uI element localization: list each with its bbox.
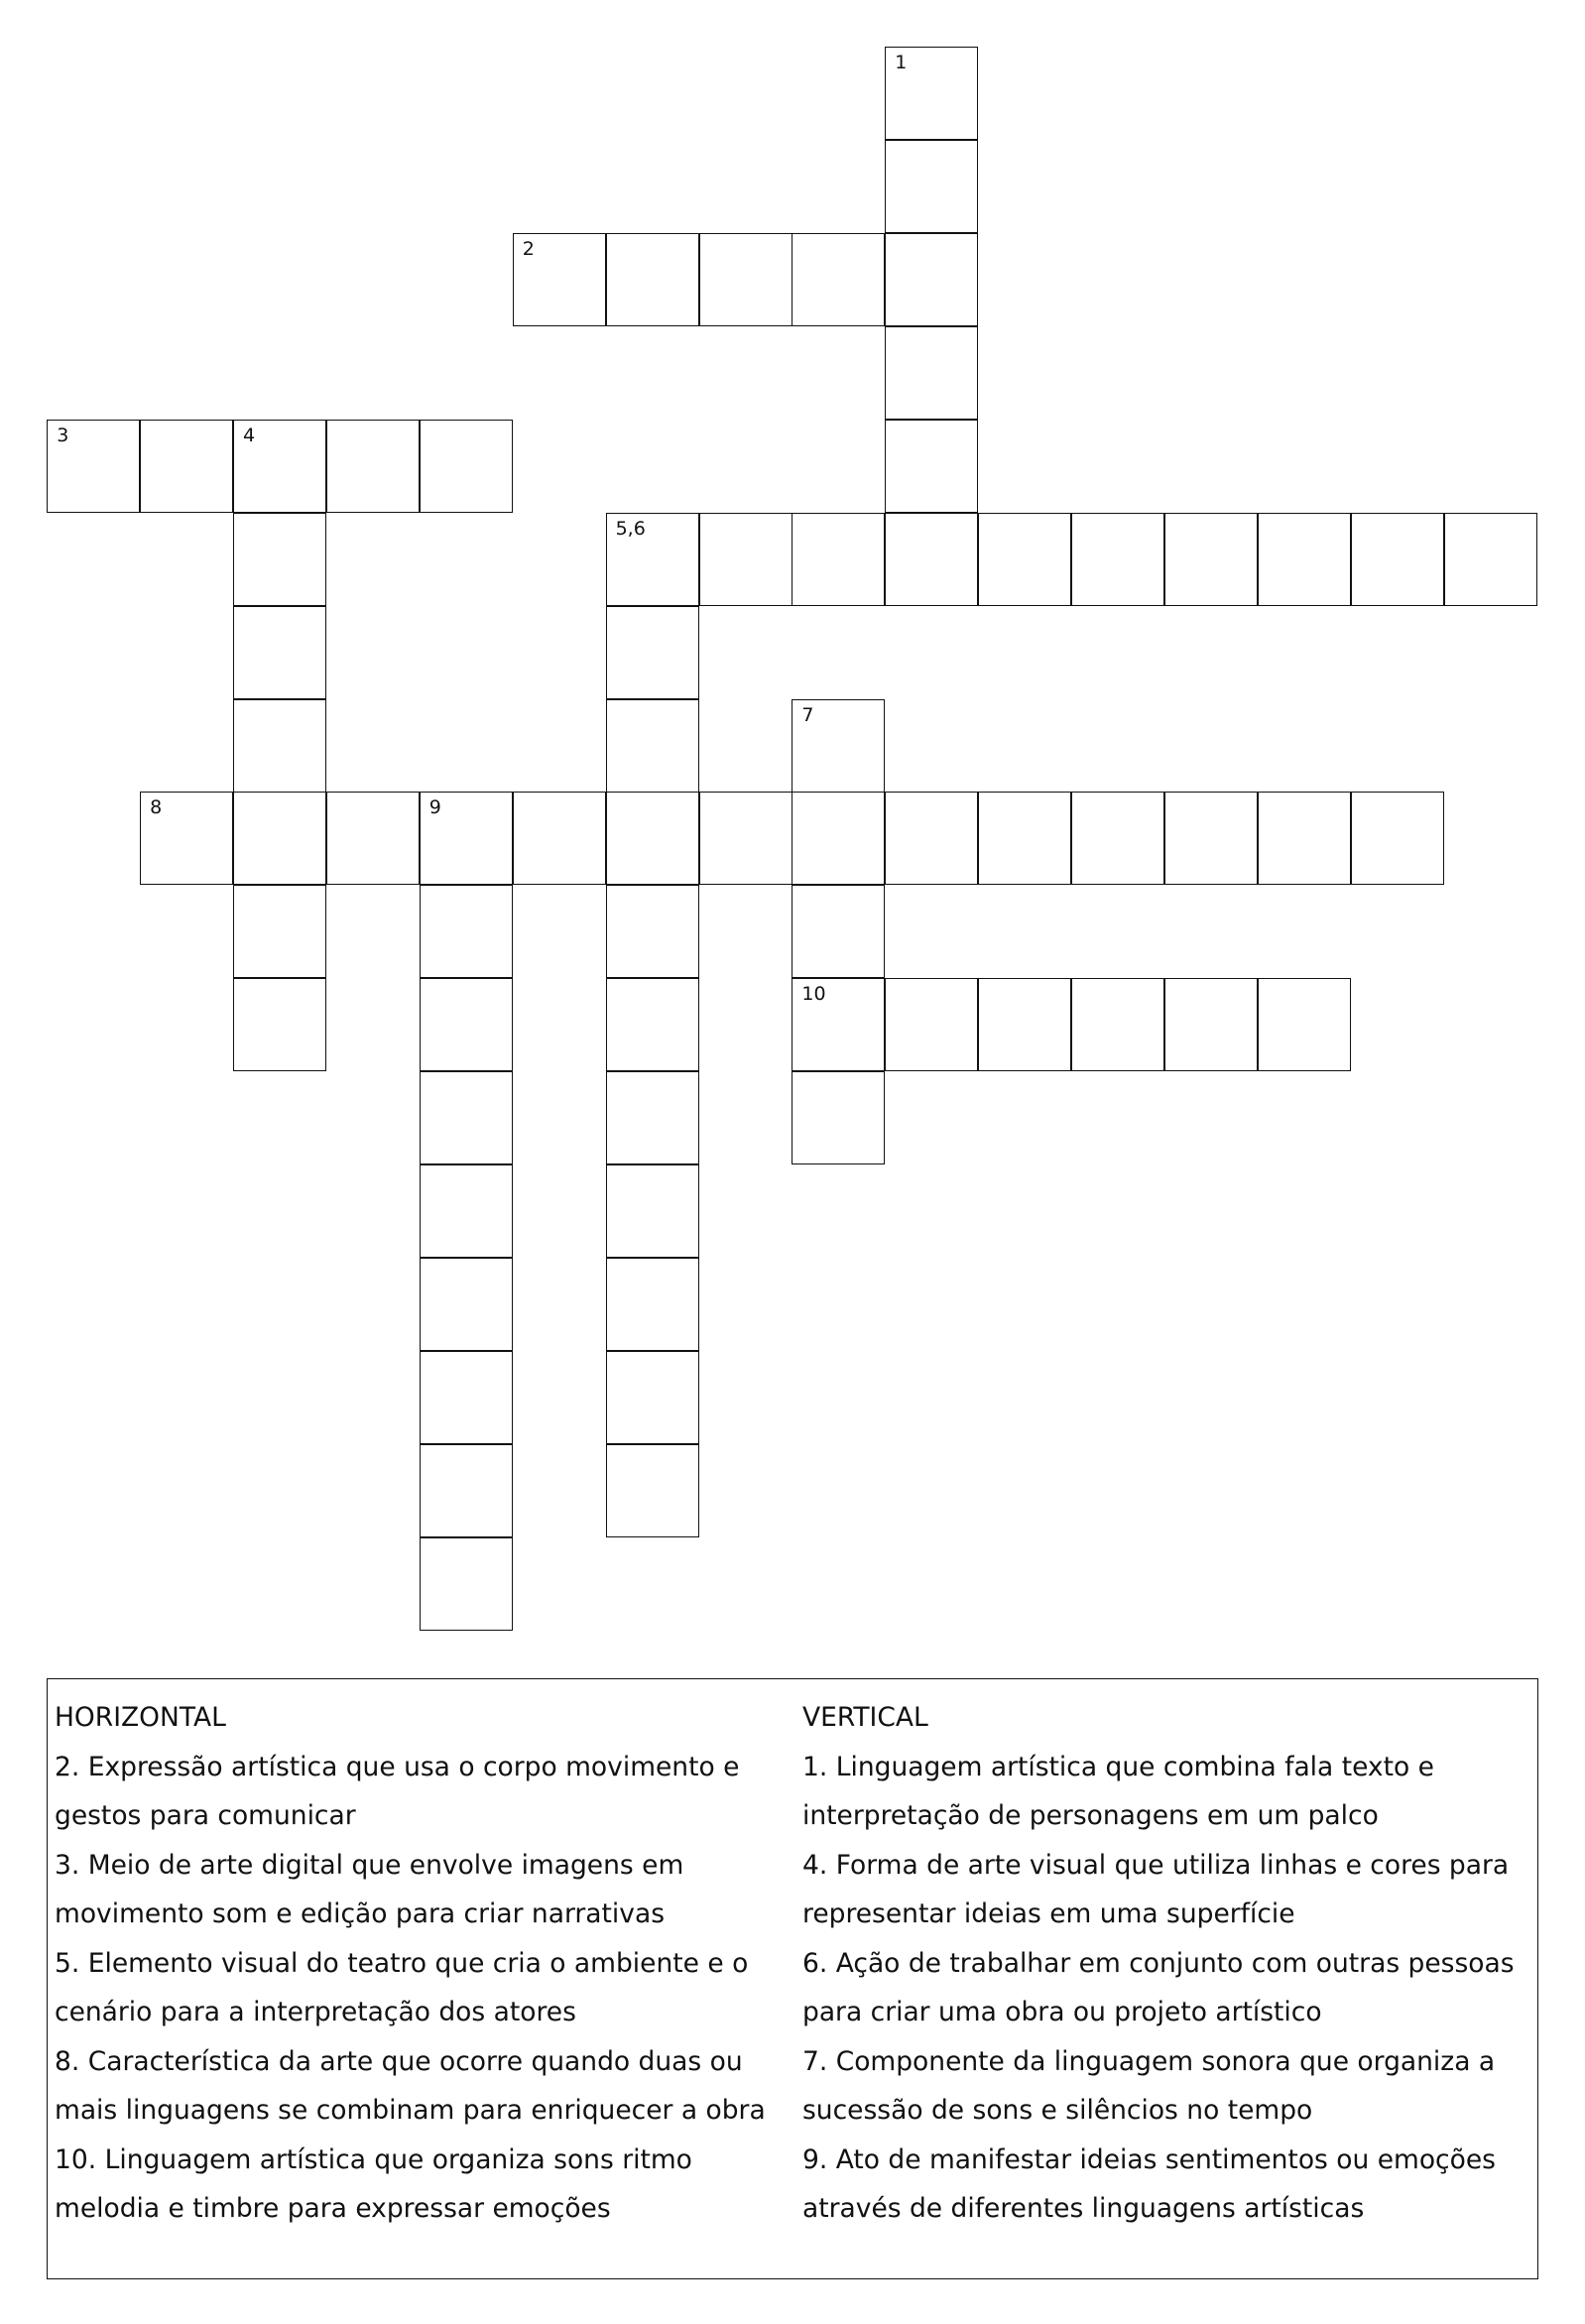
clue-10: 10. Linguagem artística que organiza sons ritmo melodia e timbre para expressar emoções — [55, 2143, 692, 2224]
vertical-title: VERTICAL — [802, 1702, 928, 1733]
crossword-cell[interactable] — [978, 513, 1071, 606]
crossword-cell[interactable] — [792, 1071, 885, 1164]
clue-6: 6. Ação de trabalhar em conjunto com outras pessoas para criar uma obra ou projeto artístico — [802, 1947, 1515, 2027]
crossword-cell[interactable] — [420, 978, 513, 1071]
vertical-clues — [802, 1693, 1536, 2234]
clue-5: 5. Elemento visual do teatro que cria o ambiente e o cenário para a interpretação dos atores — [55, 1947, 749, 2027]
crossword-cell[interactable] — [885, 326, 978, 420]
clue-number: 7 — [801, 703, 814, 726]
crossword-cell[interactable] — [420, 1537, 513, 1631]
crossword-cell[interactable] — [513, 792, 606, 885]
crossword-cell[interactable] — [606, 699, 699, 793]
clue-number: 2 — [522, 238, 535, 260]
horizontal-clues — [55, 1693, 789, 2234]
crossword-cell[interactable] — [978, 792, 1071, 885]
crossword-cell[interactable] — [420, 420, 513, 513]
crossword-cell[interactable] — [1258, 513, 1351, 606]
crossword-cell[interactable] — [140, 792, 233, 885]
clue-number: 8 — [150, 796, 163, 819]
crossword-cell[interactable] — [1351, 792, 1444, 885]
clue-4: 4. Forma de arte visual que utiliza linhas e cores para representar ideias em uma superfície — [802, 1849, 1510, 1929]
crossword-cell[interactable] — [699, 513, 792, 606]
crossword-cell[interactable] — [1258, 978, 1351, 1071]
crossword-cell[interactable] — [1351, 513, 1444, 606]
clue-2: 2. Expressão artística que usa o corpo movimento e gestos para comunicar — [55, 1751, 740, 1831]
crossword-cell[interactable] — [792, 978, 885, 1071]
clue-number: 1 — [895, 52, 908, 74]
crossword-cell[interactable] — [420, 885, 513, 978]
crossword-cell[interactable] — [606, 1351, 699, 1444]
crossword-cell[interactable] — [233, 513, 326, 606]
crossword-cell[interactable] — [606, 1258, 699, 1351]
crossword-cell[interactable] — [885, 792, 978, 885]
crossword-cell[interactable] — [233, 699, 326, 793]
crossword-cell[interactable] — [699, 233, 792, 326]
crossword-cell[interactable] — [140, 420, 233, 513]
crossword-cell[interactable] — [606, 606, 699, 699]
crossword-cell[interactable] — [420, 1071, 513, 1164]
clue-7: 7. Componente da linguagem sonora que organiza a sucessão de sons e silêncios no tempo — [802, 2045, 1496, 2126]
clue-number: 4 — [243, 424, 256, 446]
crossword-cell[interactable] — [885, 978, 978, 1071]
crossword-cell[interactable] — [792, 233, 885, 326]
crossword-cell[interactable] — [420, 1444, 513, 1537]
crossword-cell[interactable] — [326, 792, 420, 885]
crossword-cell[interactable] — [233, 885, 326, 978]
crossword-cell[interactable] — [792, 885, 885, 978]
crossword-cell[interactable] — [606, 233, 699, 326]
crossword-cell[interactable] — [1258, 792, 1351, 885]
clue-3: 3. Meio de arte digital que envolve imagens em movimento som e edição para criar narrativas — [55, 1849, 684, 1929]
clue-number: 9 — [428, 796, 441, 819]
crossword-cell[interactable] — [1164, 978, 1258, 1071]
crossword-cell[interactable] — [606, 1444, 699, 1537]
crossword-cell[interactable] — [326, 420, 420, 513]
crossword-cell[interactable] — [233, 978, 326, 1071]
crossword-cell[interactable] — [885, 420, 978, 513]
crossword-cell[interactable] — [1071, 792, 1164, 885]
crossword-cell[interactable] — [513, 233, 606, 326]
crossword-cell[interactable] — [1071, 978, 1164, 1071]
crossword-cell[interactable] — [606, 1164, 699, 1258]
crossword-cell[interactable] — [885, 513, 978, 606]
crossword-cell[interactable] — [233, 420, 326, 513]
crossword-cell[interactable] — [885, 47, 978, 140]
crossword-cell[interactable] — [233, 606, 326, 699]
clue-8: 8. Característica da arte que ocorre quando duas ou mais linguagens se combinam para enriquecer a obra — [55, 2045, 766, 2126]
crossword-cell[interactable] — [420, 1258, 513, 1351]
crossword-cell[interactable] — [978, 978, 1071, 1071]
clue-number: 3 — [57, 424, 69, 446]
crossword-cell[interactable] — [420, 1164, 513, 1258]
crossword-cell[interactable] — [606, 978, 699, 1071]
crossword-cell[interactable] — [885, 233, 978, 326]
crossword-cell[interactable] — [792, 792, 885, 885]
crossword-cell[interactable] — [606, 513, 699, 606]
crossword-cell[interactable] — [606, 885, 699, 978]
crossword-cell[interactable] — [1164, 792, 1258, 885]
clue-9: 9. Ato de manifestar ideias sentimentos ou emoções através de diferentes linguagens artísticas — [802, 2143, 1496, 2224]
crossword-cell[interactable] — [606, 1071, 699, 1164]
crossword-cell[interactable] — [792, 513, 885, 606]
crossword-cell[interactable] — [1164, 513, 1258, 606]
crossword-cell[interactable] — [885, 140, 978, 233]
clue-number: 10 — [801, 983, 826, 1006]
crossword-cell[interactable] — [606, 792, 699, 885]
crossword-cell[interactable] — [699, 792, 792, 885]
crossword-cell[interactable] — [420, 792, 513, 885]
crossword-cell[interactable] — [1444, 513, 1537, 606]
clues-box — [47, 1678, 1538, 2279]
clue-number: 5,6 — [615, 517, 646, 540]
horizontal-title: HORIZONTAL — [55, 1702, 226, 1733]
clue-1: 1. Linguagem artística que combina fala texto e interpretação de personagens em um palco — [802, 1751, 1434, 1831]
crossword-cell[interactable] — [233, 792, 326, 885]
crossword-cell[interactable] — [47, 420, 140, 513]
crossword-cell[interactable] — [1071, 513, 1164, 606]
crossword-cell[interactable] — [792, 699, 885, 793]
crossword-cell[interactable] — [420, 1351, 513, 1444]
